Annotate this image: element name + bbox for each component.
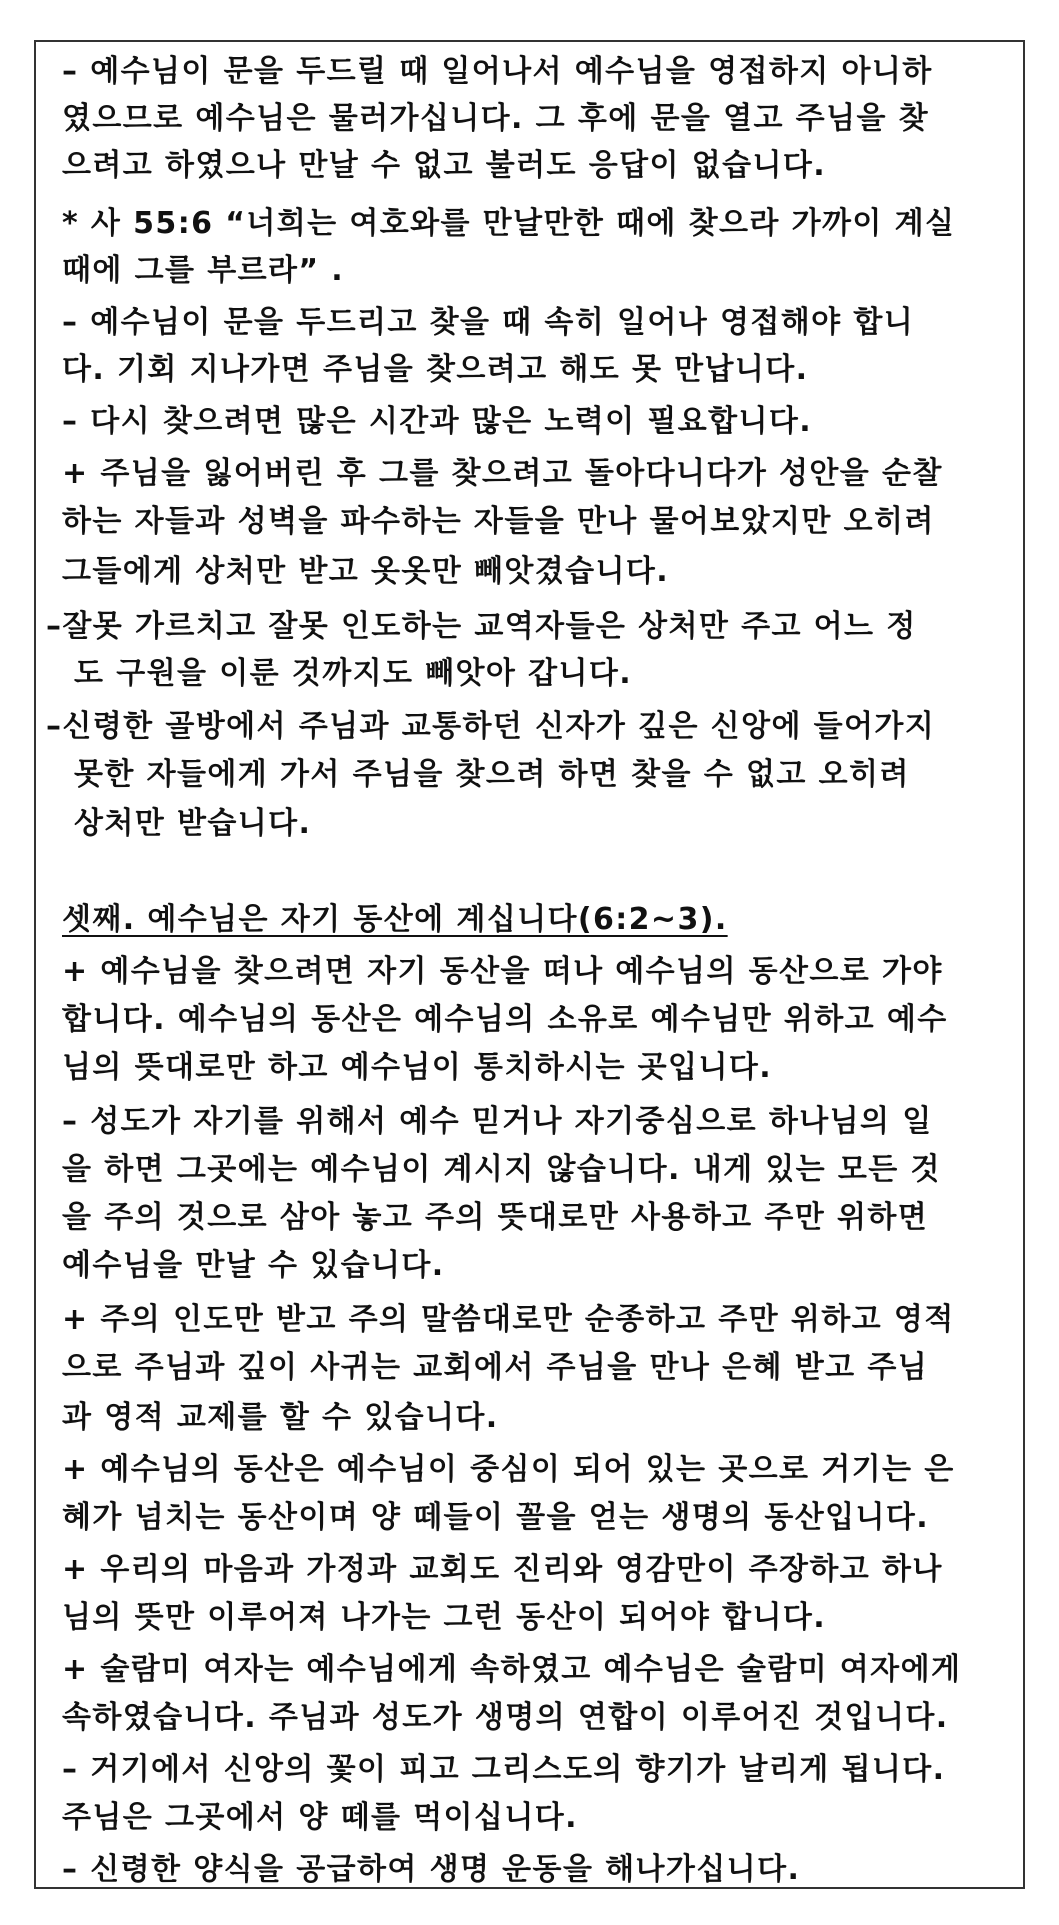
text-line: – 예수님이 문을 두드리고 찾을 때 속히 일어나 영접해야 합니 [62,305,915,340]
text-line: + 주의 인도만 받고 주의 말씀대로만 순종하고 주만 위하고 영적 [62,1302,955,1337]
text-line: 주님은 그곳에서 양 떼를 먹이십니다. [62,1800,578,1835]
text-line: 예수님을 만날 수 있습니다. [62,1248,445,1283]
text-line: 때에 그를 부르라” . [62,253,345,288]
text-line: 속하였습니다. 주님과 성도가 생명의 연합이 이루어진 것입니다. [62,1700,949,1735]
text-line: 상처만 받습니다. [74,806,312,841]
text-line: –잘못 가르치고 잘못 인도하는 교역자들은 상처만 주고 어느 정 [46,609,917,644]
text-line: – 예수님이 문을 두드릴 때 일어나서 예수님을 영접하지 아니하 [62,54,933,89]
text-line: 님의 뜻대로만 하고 예수님이 통치하시는 곳입니다. [62,1050,772,1085]
text-line: + 우리의 마음과 가정과 교회도 진리와 영감만이 주장하고 하나 [62,1552,943,1587]
text-line: 였으므로 예수님은 물러가십니다. 그 후에 문을 열고 주님을 찾 [62,101,930,136]
text-line: 혜가 넘치는 동산이며 양 떼들이 꼴을 얻는 생명의 동산입니다. [62,1500,930,1535]
text-line: 으려고 하였으나 만날 수 없고 불러도 응답이 없습니다. [62,148,827,183]
text-line: 하는 자들과 성벽을 파수하는 자들을 만나 물어보았지만 오히려 [62,504,935,539]
text-line: 도 구원을 이룬 것까지도 빼앗아 갑니다. [74,656,633,691]
text-line: 합니다. 예수님의 동산은 예수님의 소유로 예수님만 위하고 예수 [62,1002,948,1037]
text-line: – 거기에서 신앙의 꽃이 피고 그리스도의 향기가 날리게 됩니다. [62,1752,946,1787]
text-line: + 예수님의 동산은 예수님이 중심이 되어 있는 곳으로 거기는 은 [62,1452,955,1487]
text-line: + 주님을 잃어버린 후 그를 찾으려고 돌아다니다가 성안을 순찰 [62,456,943,491]
text-line: 그들에게 상처만 받고 옷옷만 빼앗겼습니다. [62,554,670,589]
text-line: 을 하면 그곳에는 예수님이 계시지 않습니다. 내게 있는 모든 것 [62,1152,941,1187]
scripture-reference-line: * 사 55:6 “너희는 여호와를 만날만한 때에 찾으라 가까이 계실 [62,206,956,241]
text-line: 님의 뜻만 이루어져 나가는 그런 동산이 되어야 합니다. [62,1600,827,1635]
text-line: + 술람미 여자는 예수님에게 속하였고 예수님은 술람미 여자에게 [62,1652,962,1687]
text-line: 과 영적 교제를 할 수 있습니다. [62,1400,499,1435]
text-line: 으로 주님과 깊이 사귀는 교회에서 주님을 만나 은혜 받고 주님 [62,1350,929,1385]
section-heading: 셋째. 예수님은 자기 동산에 계십니다(6:2~3). [62,902,728,937]
text-line: 을 주의 것으로 삼아 놓고 주의 뜻대로만 사용하고 주만 위하면 [62,1200,929,1235]
text-line: 다. 기회 지나가면 주님을 찾으려고 해도 못 만납니다. [62,352,809,387]
text-line: –신령한 골방에서 주님과 교통하던 신자가 깊은 신앙에 들어가지 [46,709,936,744]
text-line: 못한 자들에게 가서 주님을 찾으려 하면 찾을 수 없고 오히려 [74,757,910,792]
text-line: – 성도가 자기를 위해서 예수 믿거나 자기중심으로 하나님의 일 [62,1104,933,1139]
text-line: – 다시 찾으려면 많은 시간과 많은 노력이 필요합니다. [62,404,813,439]
text-line: – 신령한 양식을 공급하여 생명 운동을 해나가십니다. [62,1852,801,1887]
text-line: + 예수님을 찾으려면 자기 동산을 떠나 예수님의 동산으로 가야 [62,954,943,989]
